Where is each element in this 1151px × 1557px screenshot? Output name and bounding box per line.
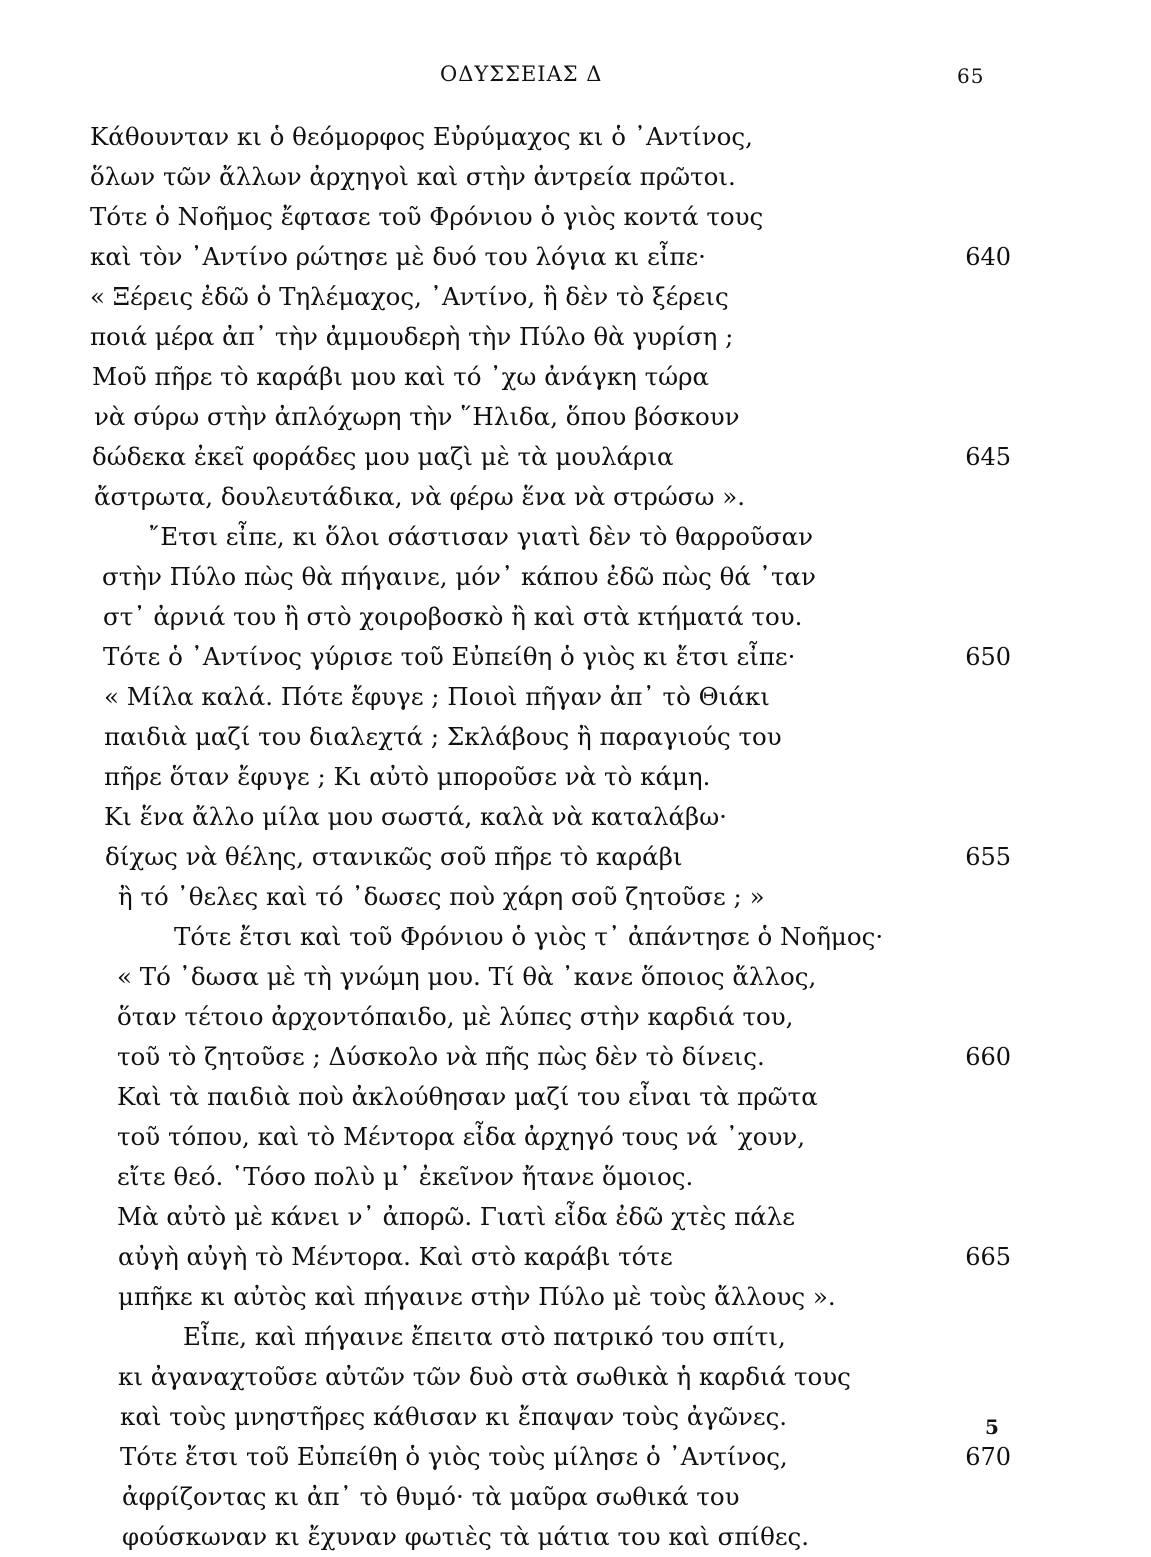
verse-text: τοῦ τὸ ζητοῦσε ; Δύσκολο νὰ πῆς πὼς δὲν τὸ δίνεις. bbox=[117, 1042, 765, 1071]
verse-line bbox=[0, 477, 1151, 517]
page-number: 65 bbox=[957, 64, 985, 88]
verse-text: Τότε ἔτσι τοῦ Εὐπείθη ὁ γιὸς τοὺς μίλησε ὁ ᾿Αντίνος, bbox=[120, 1442, 788, 1471]
verse-text: ἄστρωτα, δουλευτάδικα, νὰ φέρω ἕνα νὰ στρώσω ». bbox=[94, 482, 746, 511]
line-number: 645 bbox=[965, 443, 1011, 471]
verse-line bbox=[0, 1117, 1151, 1157]
verse-line bbox=[0, 1357, 1151, 1397]
verse-text: ἢ τό ᾿θελες καὶ τό ᾿δωσες ποὺ χάρη σοῦ ζητοῦσε ; » bbox=[118, 882, 765, 911]
verse-text: μπῆκε κι αὐτὸς καὶ πήγαινε στὴν Πύλο μὲ τοὺς ἄλλους ». bbox=[118, 1282, 836, 1311]
line-number: 665 bbox=[965, 1243, 1011, 1271]
verse-text: δίχως νὰ θέλης, στανικῶς σοῦ πῆρε τὸ καράβι bbox=[105, 842, 683, 871]
verse-text: Μοῦ πῆρε τὸ καράβι μου καὶ τό ᾿χω ἀνάγκη τώρα bbox=[92, 362, 710, 391]
verse-line bbox=[0, 317, 1151, 357]
verse-line bbox=[0, 157, 1151, 197]
verse-text: κι ἀγαναχτοῦσε αὐτῶν τῶν δυὸ στὰ σωθικὰ ἡ καρδιά τους bbox=[118, 1362, 851, 1391]
verse-text: φούσκωναν κι ἔχυναν φωτιὲς τὰ μάτια του καὶ σπίθες. bbox=[122, 1522, 810, 1551]
verse-line bbox=[0, 1517, 1151, 1557]
verse-text: Τότε ἔτσι καὶ τοῦ Φρόνιου ὁ γιὸς τ᾿ ἀπάντησε ὁ Νοῆμος· bbox=[174, 922, 884, 951]
verse-line bbox=[0, 1077, 1151, 1117]
verse-line bbox=[0, 637, 1151, 677]
verse-text: « Τό ᾿δωσα μὲ τὴ γνώμη μου. Τί θὰ ᾿κανε ὅποιος ἄλλος, bbox=[117, 962, 817, 991]
verse-line bbox=[0, 1437, 1151, 1477]
verse-text: καὶ τὸν ᾿Αντίνο ρώτησε μὲ δυό του λόγια κι εἶπε· bbox=[90, 242, 706, 271]
verse-line bbox=[0, 597, 1151, 637]
verse-text: ὅταν τέτοιο ἀρχοντόπαιδο, μὲ λύπες στὴν καρδιά του, bbox=[117, 1002, 794, 1031]
verse-text: στὴν Πύλο πὼς θὰ πήγαινε, μόν᾿ κάπου ἐδῶ πὼς θά ᾿ταν bbox=[102, 562, 816, 591]
verse-text: Κι ἕνα ἄλλο μίλα μου σωστά, καλὰ νὰ καταλάβω· bbox=[104, 802, 727, 831]
verse-line bbox=[0, 357, 1151, 397]
running-title: ΟΔΥΣΣΕΙΑΣ Δ bbox=[440, 62, 603, 86]
verse-text: παιδιὰ μαζί του διαλεχτά ; Σκλάβους ἢ παραγιούς του bbox=[104, 722, 782, 751]
verse-text: Τότε ὁ Νοῆμος ἔφτασε τοῦ Φρόνιου ὁ γιὸς κοντά τους bbox=[90, 202, 764, 231]
verse-text: Κάθουνταν κι ὁ θεόμορφος Εὐρύμαχος κι ὁ ᾿Αντίνος, bbox=[90, 122, 753, 151]
verse-text: ῎Ετσι εἶπε, κι ὅλοι σάστισαν γιατὶ δὲν τὸ θαρροῦσαν bbox=[148, 522, 814, 551]
verse-line bbox=[0, 437, 1151, 477]
verse-line bbox=[0, 837, 1151, 877]
verse-line bbox=[0, 1277, 1151, 1317]
line-number: 655 bbox=[965, 843, 1011, 871]
verse-text: Εἶπε, καὶ πήγαινε ἔπειτα στὸ πατρικό του σπίτι, bbox=[183, 1322, 786, 1351]
verse-line bbox=[0, 517, 1151, 557]
verse-line bbox=[0, 717, 1151, 757]
verse-line bbox=[0, 997, 1151, 1037]
verse-line bbox=[0, 1037, 1151, 1077]
verse-text: καὶ τοὺς μνηστῆρες κάθισαν κι ἔπαψαν τοὺς ἀγῶνες. bbox=[120, 1402, 788, 1431]
verse-line bbox=[0, 757, 1151, 797]
verse-text: αὐγὴ αὐγὴ τὸ Μέντορα. Καὶ στὸ καράβι τότε bbox=[118, 1242, 673, 1271]
verse-line bbox=[0, 397, 1151, 437]
signature-mark: 5 bbox=[985, 1415, 999, 1439]
verse-text: τοῦ τόπου, καὶ τὸ Μέντορα εἶδα ἀρχηγό τους νά ᾿χουν, bbox=[117, 1122, 806, 1151]
line-number: 650 bbox=[965, 643, 1011, 671]
verse-line bbox=[0, 277, 1151, 317]
verse-line bbox=[0, 877, 1151, 917]
line-number: 670 bbox=[965, 1443, 1011, 1471]
verse-text: πῆρε ὅταν ἔφυγε ; Κι αὐτὸ μποροῦσε νὰ τὸ κάμη. bbox=[104, 762, 711, 791]
verse-text: Καὶ τὰ παιδιὰ ποὺ ἀκλούθησαν μαζί του εἶναι τὰ πρῶτα bbox=[117, 1082, 818, 1111]
verse-text: ἀφρίζοντας κι ἀπ᾿ τὸ θυμό· τὰ μαῦρα σωθικά του bbox=[122, 1482, 740, 1511]
line-number: 640 bbox=[965, 243, 1011, 271]
verse-line bbox=[0, 1317, 1151, 1357]
verse-line bbox=[0, 1197, 1151, 1237]
verse-text: « Ξέρεις ἐδῶ ὁ Τηλέμαχος, ᾿Αντίνο, ἢ δὲν τὸ ξέρεις bbox=[90, 282, 729, 311]
verse-line bbox=[0, 197, 1151, 237]
verse-text: στ᾿ ἀρνιά του ἢ στὸ χοιροβοσκὸ ἢ καὶ στὰ κτήματά του. bbox=[103, 602, 803, 631]
verse-text: ὅλων τῶν ἄλλων ἀρχηγοὶ καὶ στὴν ἀντρεία πρῶτοι. bbox=[90, 162, 736, 191]
verse-text: ποιά μέρα ἀπ᾿ τὴν ἀμμουδερὴ τὴν Πύλο θὰ γυρίση ; bbox=[90, 322, 734, 351]
line-number: 660 bbox=[965, 1043, 1011, 1071]
verse-line bbox=[0, 1397, 1151, 1437]
verse-line bbox=[0, 957, 1151, 997]
verse-line bbox=[0, 1157, 1151, 1197]
verse-text: Τότε ὁ ᾿Αντίνος γύρισε τοῦ Εὐπείθη ὁ γιὸς κι ἔτσι εἶπε· bbox=[103, 642, 796, 671]
verse-line bbox=[0, 797, 1151, 837]
verse-line bbox=[0, 557, 1151, 597]
verse-text: εἴτε θεό. ῾Τόσο πολὺ μ᾿ ἐκεῖνον ἤτανε ὅμοιος. bbox=[117, 1162, 694, 1191]
verse-line bbox=[0, 1477, 1151, 1517]
verse-text: Μὰ αὐτὸ μὲ κάνει ν᾿ ἀπορῶ. Γιατὶ εἶδα ἐδῶ χτὲς πάλε bbox=[117, 1202, 795, 1231]
verse-line bbox=[0, 237, 1151, 277]
verse-line bbox=[0, 117, 1151, 157]
verse-text: « Μίλα καλά. Πότε ἔφυγε ; Ποιοὶ πῆγαν ἀπ᾿ τὸ Θιάκι bbox=[104, 682, 770, 711]
verse-text: δώδεκα ἐκεῖ φοράδες μου μαζὶ μὲ τὰ μουλάρια bbox=[92, 442, 674, 471]
verse-line bbox=[0, 677, 1151, 717]
verse-line bbox=[0, 1237, 1151, 1277]
verse-line bbox=[0, 917, 1151, 957]
verse-text: νὰ σύρω στὴν ἀπλόχωρη τὴν ῞Ηλιδα, ὅπου βόσκουν bbox=[94, 402, 740, 431]
